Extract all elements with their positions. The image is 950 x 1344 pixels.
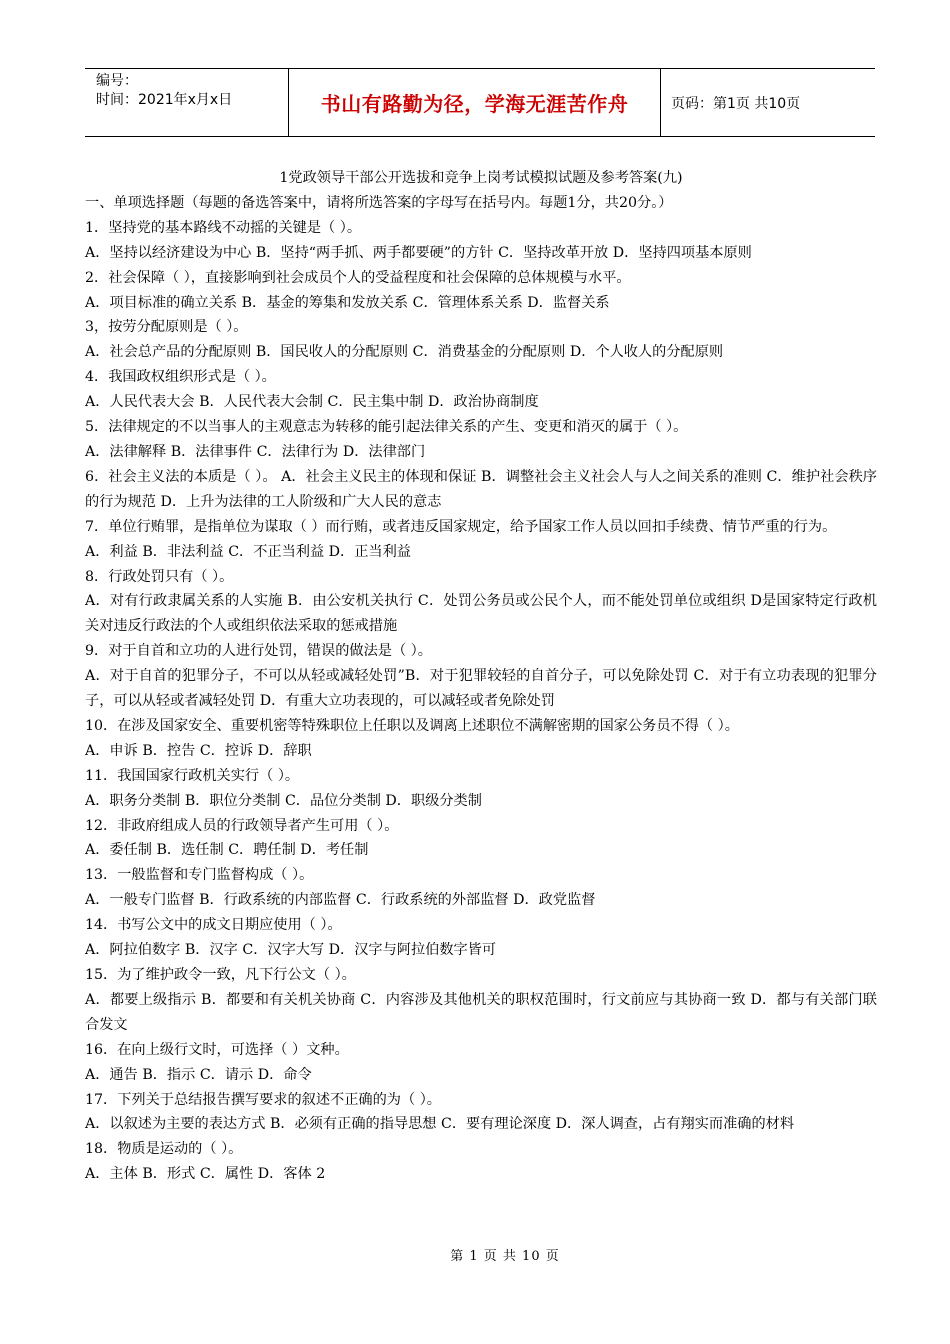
footer-page-number: 第 1 页 共 10 页 [450, 1249, 560, 1264]
doc-number-label: 编号： [96, 73, 138, 89]
question-13-options: A．一般专门监督 B．行政系统的内部监督 C．行政系统的外部监督 D．政党监督 [85, 892, 596, 909]
question-2-options: A．项目标准的确立关系 B．基金的筹集和发放关系 C．管理体系关系 D．监督关系 [85, 294, 610, 311]
question-8-options: A．对有行政隶属关系的人实施 B．由公安机关执行 C．处罚公务员或公民个人，而不能处罚单位或组织 D是国家特定行政机关对违反行政法的个人或组织依法采取的惩戒措施 [85, 593, 877, 635]
question-5: 5．法律规定的不以当事人的主观意志为转移的能引起法律关系的产生、变更和消灭的属于（ ）。 [85, 419, 688, 436]
question-9: 9．对于自首和立功的人进行处罚，错误的做法是（ ）。 [85, 643, 432, 660]
question-2: 2．社会保障（ ），直接影响到社会成员个人的受益程度和社会保障的总体规模与水平。 [85, 269, 631, 286]
question-4-options: A．人民代表大会 B．人民代表大会制 C．民主集中制 D．政治协商制度 [85, 394, 539, 411]
question-1: 1．坚持党的基本路线不动摇的关键是（ ）。 [85, 219, 362, 236]
question-16-options: A．通告 B．指示 C．请示 D．命令 [85, 1066, 312, 1083]
question-7-options: A．利益 B．非法利益 C．不正当利益 D．正当利益 [85, 543, 411, 560]
question-14-options: A．阿拉伯数字 B．汉字 C．汉字大写 D．汉字与阿拉伯数字皆可 [85, 942, 497, 959]
question-14: 14．书写公文中的成文日期应使用（ ）。 [85, 917, 342, 934]
question-10: 10．在涉及国家安全、重要机密等特殊职位上任职以及调离上述职位不满解密期的国家公务员不得（ ）。 [85, 717, 739, 734]
header-page-label: 页码：第1页 共10页 [671, 95, 801, 112]
question-15-options: A．都要上级指示 B．都要和有关机关协商 C．内容涉及其他机关的职权范围时，行文前应与其协商一致 D．都与有关部门联合发文 [85, 991, 877, 1033]
question-9-options: A．对于自首的犯罪分子，不可以从轻或减轻处罚”B．对于犯罪较轻的自首分子，可以免除处罚 C．对于有立功表现的犯罪分子，可以从轻或者减轻处罚 D．有重大立功表现的，可以减轻或者免除处罚 [85, 668, 877, 710]
question-7: 7．单位行贿罪，是指单位为谋取（ ）而行贿，或者违反国家规定，给予国家工作人员以回扣手续费、情节严重的行为。 [85, 518, 837, 535]
question-4: 4．我国政权组织形式是（ ）。 [85, 369, 276, 386]
question-6: 6．社会主义法的本质是（ ）。 A．社会主义民主的体现和保证 B．调整社会主义社会人与人之间关系的准则 C．维护社会秩序的行为规范 D．上升为法律的工人阶级和广大人民的意志 [85, 468, 877, 510]
header-meta [85, 69, 288, 136]
question-3: 3，按劳分配原则是（ ）。 [85, 319, 248, 336]
document-title: 1党政领导干部公开选拔和竞争上岗考试模拟试题及参考答案(九) [279, 170, 683, 186]
question-3-options: A．社会总产品的分配原则 B．国民收人的分配原则 C．消费基金的分配原则 D．个人收人的分配原则 [85, 344, 724, 361]
header-page-cell [661, 69, 875, 136]
question-16: 16．在向上级行文时，可选择（ ）文种。 [85, 1041, 349, 1058]
question-18-options: A．主体 B．形式 C．属性 D．客体 2 [85, 1166, 326, 1183]
header-motto: 书山有路勤为径，学海无涯苦作舟 [320, 92, 629, 116]
document-body [85, 166, 877, 1187]
question-8: 8．行政处罚只有（ ）。 [85, 568, 234, 585]
question-11: 11．我国国家行政机关实行（ ）。 [85, 767, 300, 784]
question-12-options: A．委任制 B．选任制 C．聘任制 D．考任制 [85, 842, 369, 859]
question-11-options: A．职务分类制 B．职位分类制 C．品位分类制 D．职级分类制 [85, 792, 482, 809]
page-footer [0, 1245, 950, 1264]
question-12: 12．非政府组成人员的行政领导者产生可用（ ）。 [85, 817, 399, 834]
question-15: 15．为了维护政令一致，凡下行公文（ ）。 [85, 967, 356, 983]
question-17-options: A．以叙述为主要的表达方式 B．必须有正确的指导思想 C．要有理论深度 D．深人调查，占有翔实而准确的材料 [85, 1116, 795, 1133]
question-1-options: A．坚持以经济建设为中心 B．坚持“两手抓、两手都要硬”的方针 C．坚持改革开放 D．坚持四项基本原则 [85, 244, 752, 261]
page-header [85, 68, 875, 137]
question-13: 13．一般监督和专门监督构成（ ）。 [85, 867, 314, 884]
header-motto-cell [288, 69, 661, 136]
question-17: 17．下列关于总结报告撰写要求的叙述不正确的为（ ）。 [85, 1091, 441, 1108]
doc-time-label: 时间：2021年x月x日 [96, 92, 233, 108]
question-5-options: A．法律解释 B．法律事件 C．法律行为 D．法律部门 [85, 443, 426, 460]
question-10-options: A．申诉 B．控告 C．控诉 D．辞职 [85, 742, 312, 759]
section-heading: 一、单项选择题（每题的备选答案中，请将所选答案的字母写在括号内。每题1分，共20分。） [85, 194, 673, 211]
question-18: 18．物质是运动的（ ）。 [85, 1141, 243, 1158]
